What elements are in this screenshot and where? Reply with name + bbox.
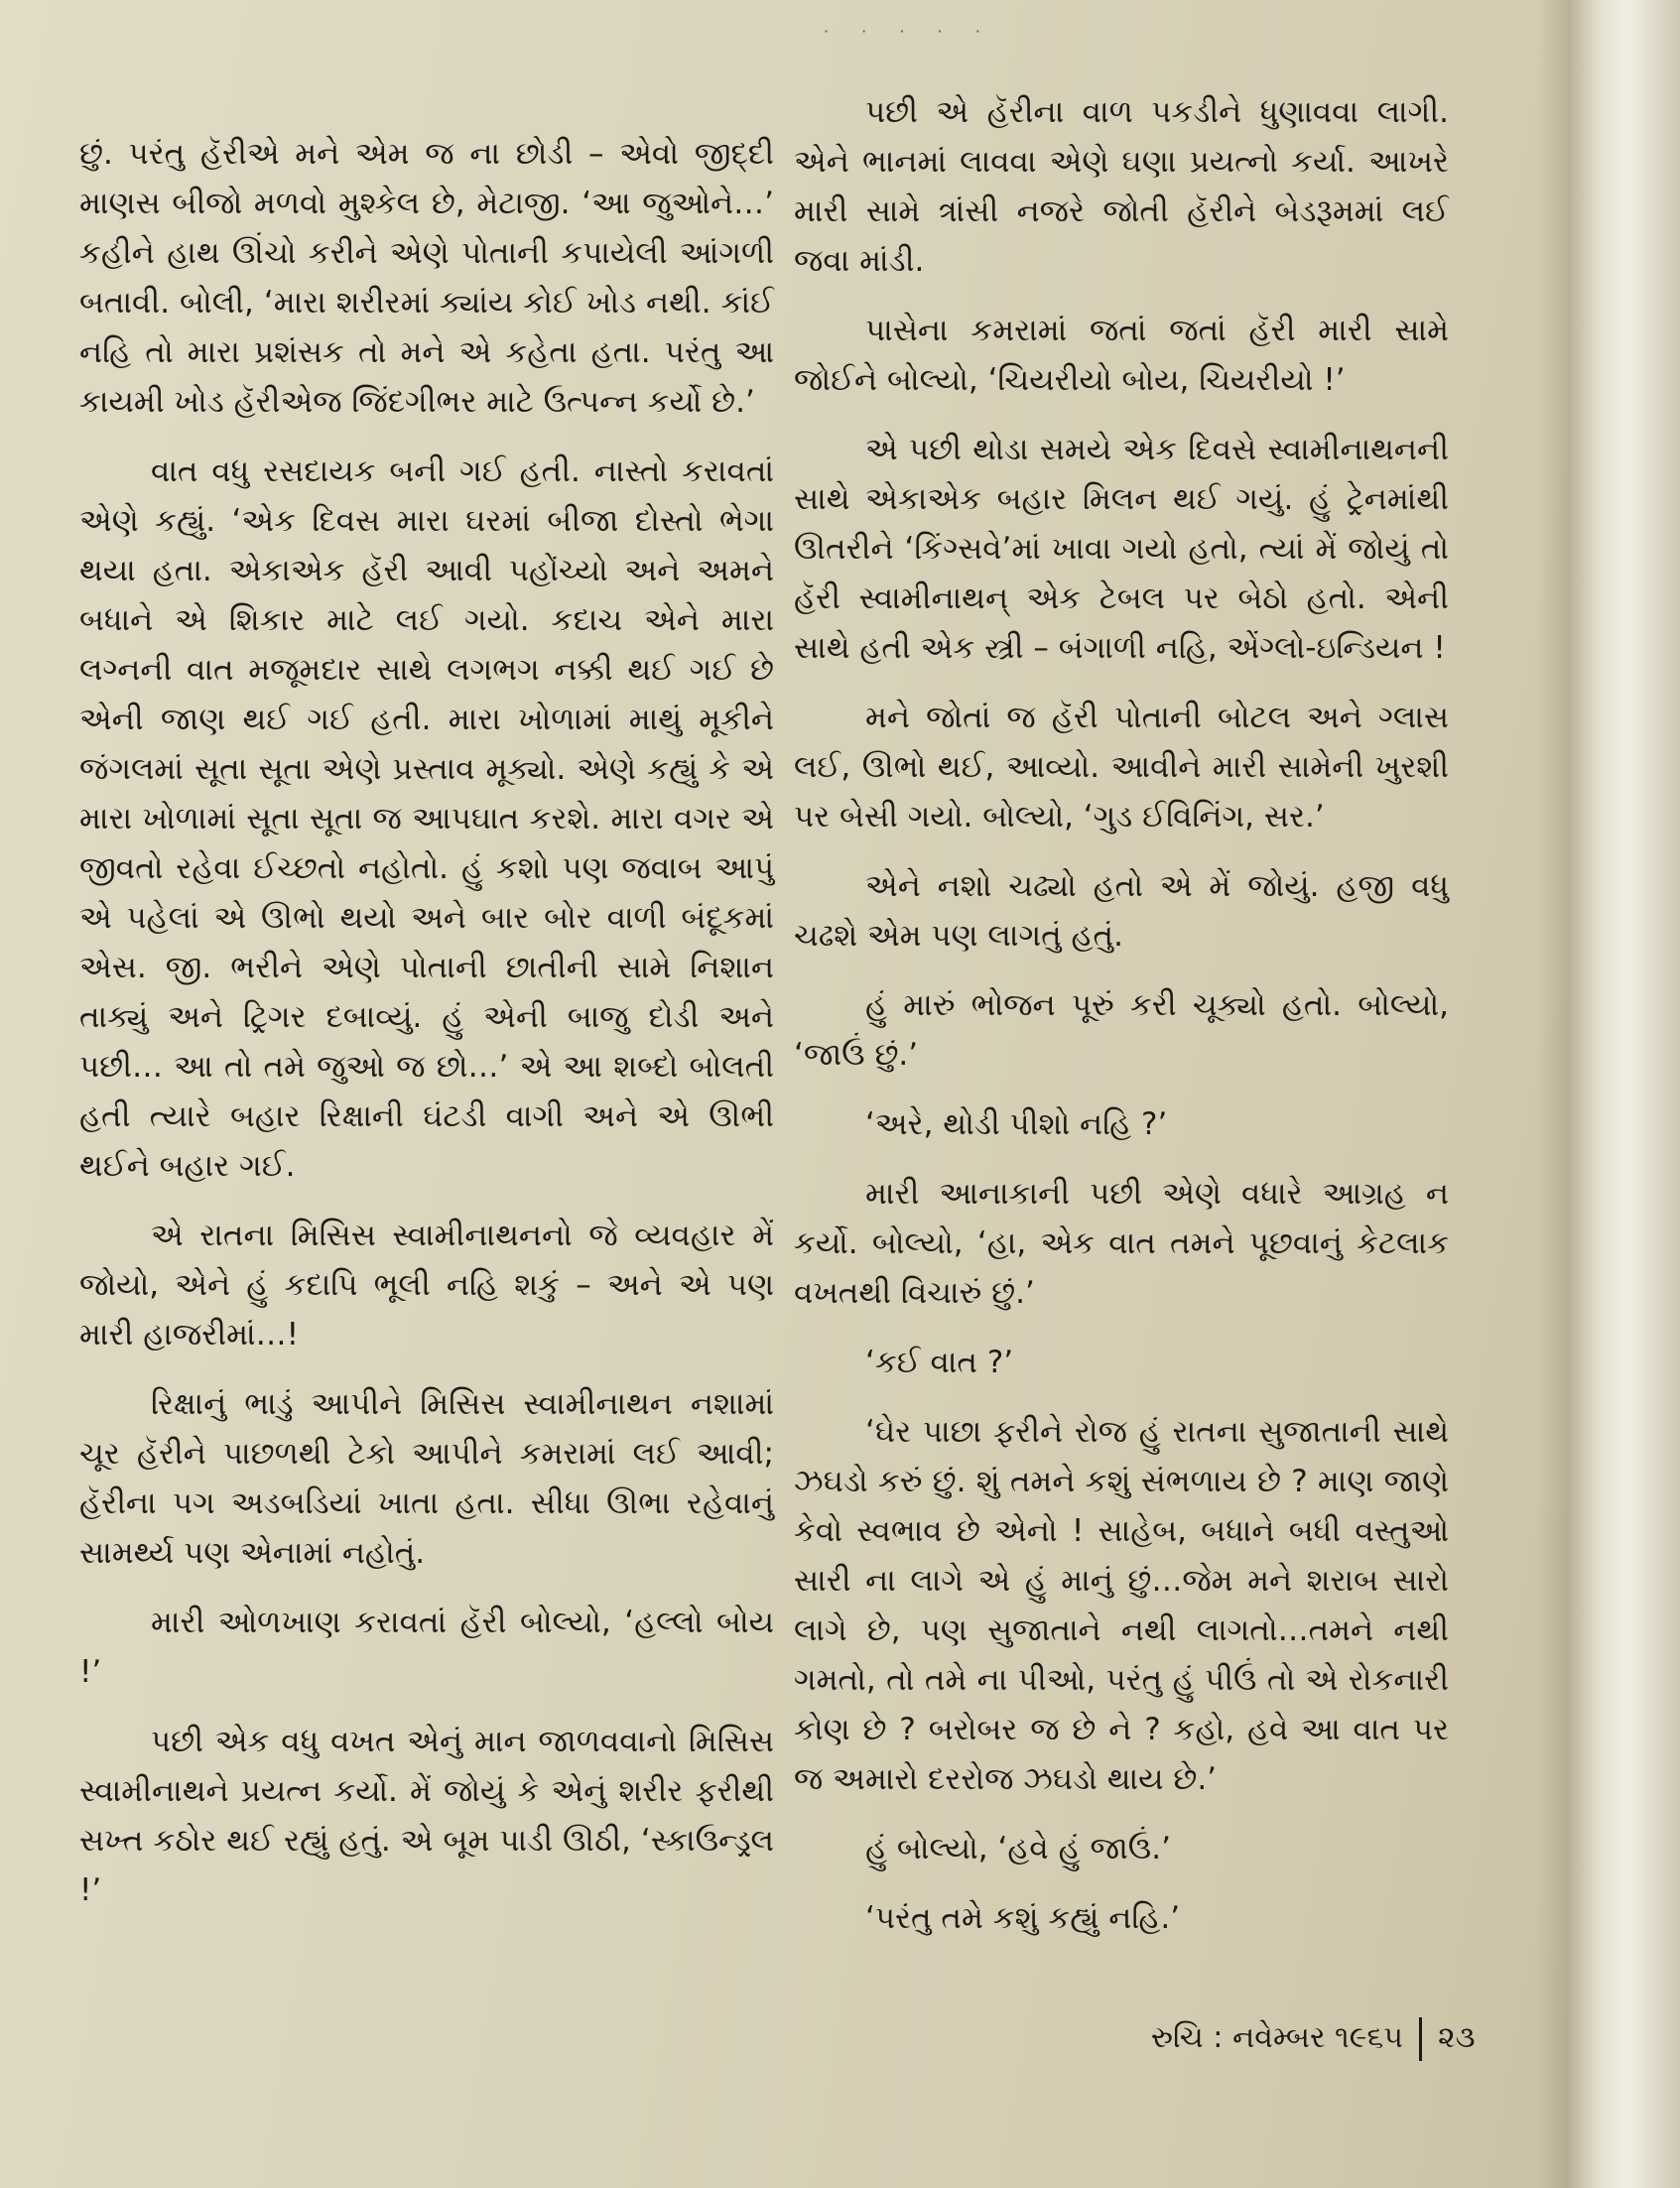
paragraph: હું બોલ્યો, ‘હવે હું જાઉં.’ bbox=[865, 1831, 1171, 1866]
paragraph: પછી એ હૅરીના વાળ પકડીને ધુણાવવા લાગી. એને ભાનમાં લાવવા એણે ઘણા પ્રયત્નો કર્યા. આખરે મારી સામે ત્રાંસી નજરે જોતી હૅરીને બેડરૂમમાં લઈ જવા માંડી. bbox=[794, 94, 1449, 279]
paragraph: મારી ઓળખાણ કરાવતાં હૅરી બોલ્યો, ‘હલ્લો બોય !’ bbox=[79, 1605, 774, 1690]
print-specks: · · · · · bbox=[824, 22, 994, 41]
paragraph: ‘કઈ વાત ?’ bbox=[865, 1345, 1014, 1380]
right-text-column bbox=[794, 87, 1449, 1963]
paragraph: એ પછી થોડા સમયે એક દિવસે સ્વામીનાથનની સાથે એકાએક બહાર મિલન થઈ ગયું. હું ટ્રેનમાંથી ઊતરીને ‘કિંગ્સવે’માં ખાવા ગયો હતો, ત્યાં મેં જોયું તો હૅરી સ્વામીનાથન્ એક ટેબલ પર બેઠો હતો. એની સાથે હતી એક સ્ત્રી – બંગાળી નહિ, એંગ્લો-ઇન્ડિયન ! bbox=[794, 432, 1449, 666]
paragraph: વાત વધુ રસદાયક બની ગઈ હતી. નાસ્તો કરાવતાં એણે કહ્યું. ‘એક દિવસ મારા ઘરમાં બીજા દોસ્તો ભેગા થયા હતા. એકાએક હૅરી આવી પહોંચ્યો અને અમને બધાને એ શિકાર માટે લઈ ગયો. કદાચ એને મારા લગ્નની વાત મજૂમદાર સાથે લગભગ નક્કી થઈ ગઈ છે એની જાણ થઈ ગઈ હતી. મારા ખોળામાં માથું મૂકીને જંગલમાં સૂતા સૂતા એણે પ્રસ્તાવ મૂક્યો. એણે કહ્યું કે એ મારા ખોળામાં સૂતા સૂતા જ આપઘાત કરશે. મારા વગર એ જીવતો રહેવા ઈચ્છતો નહોતો. હું કશો પણ જવાબ આપું એ પહેલાં એ ઊભો થયો અને બાર બોર વાળી બંદૂકમાં એસ. જી. ભરીને એણે પોતાની છાતીની સામે નિશાન તાક્યું અને ટ્રિગર દબાવ્યું. હું એની બાજુ દોડી અને પછી… આ તો તમે જુઓ જ છો…’ એ આ શબ્દો બોલતી હતી ત્યારે બહાર રિક્ષાની ઘંટડી વાગી અને એ ઊભી થઈને બહાર ગઈ. bbox=[79, 453, 774, 1184]
magazine-issue: રુચિ : નવેમ્બર ૧૯૬૫ bbox=[1151, 2020, 1403, 2055]
paragraph: હું મારું ભોજન પૂરું કરી ચૂક્યો હતો. બોલ્યો, ‘જાઉં છું.’ bbox=[794, 987, 1449, 1073]
paragraph: એ રાતના મિસિસ સ્વામીનાથનનો જે વ્યવહાર મેં જોયો, એને હું કદાપિ ભૂલી નહિ શકું – અને એ પણ મારી હાજરીમાં…! bbox=[79, 1218, 774, 1352]
paragraph: પાસેના કમરામાં જતાં જતાં હૅરી મારી સામે જોઈને બોલ્યો, ‘ચિયરીયો બોય, ચિયરીયો !’ bbox=[794, 313, 1449, 398]
page-footer bbox=[1151, 2014, 1508, 2062]
paragraph: ‘અરે, થોડી પીશો નહિ ?’ bbox=[865, 1106, 1168, 1142]
page-number: ૨૩ bbox=[1438, 2020, 1476, 2055]
left-text-column bbox=[79, 129, 774, 1935]
footer-divider bbox=[1419, 2017, 1422, 2061]
paragraph: પછી એક વધુ વખત એનું માન જાળવવાનો મિસિસ સ્વામીનાથને પ્રયત્ન કર્યો. મેં જોયું કે એનું શરીર ફરીથી સખ્ત કઠોર થઈ રહ્યું હતું. એ બૂમ પાડી ઊઠી, ‘સ્કાઉન્ડ્રલ !’ bbox=[79, 1724, 774, 1908]
paragraph: છું. પરંતુ હૅરીએ મને એમ જ ના છોડી – એવો જીદ્દી માણસ બીજો મળવો મુશ્કેલ છે, મેટાજી. ‘આ જુઓને…’ કહીને હાથ ઊંચો કરીને એણે પોતાની કપાયેલી આંગળી બતાવી. બોલી, ‘મારા શરીરમાં ક્યાંય કોઈ ખોડ નથી. કાંઈ નહિ તો મારા પ્રશંસક તો મને એ કહેતા હતા. પરંતુ આ કાયમી ખોડ હૅરીએજ જિંદગીભર માટે ઉત્પન્ન કર્યો છે.’ bbox=[79, 136, 774, 420]
paragraph: ‘પરંતુ તમે કશું કહ્યું નહિ.’ bbox=[865, 1900, 1181, 1936]
paragraph: ‘ઘેર પાછા ફરીને રોજ હું રાતના સુજાતાની સાથે ઝઘડો કરું છું. શું તમને કશું સંભળાય છે ? માણ જાણે કેવો સ્વભાવ છે એનો ! સાહેબ, બધાને બધી વસ્તુઓ સારી ના લાગે એ હું માનું છું…જેમ મને શરાબ સારો લાગે છે, પણ સુજાતાને નથી લાગતો…તમને નથી ગમતો, તો તમે ના પીઓ, પરંતુ હું પીઉં તો એ રોકનારી કોણ છે ? બરોબર જ છે ને ? કહો, હવે આ વાત પર જ અમારો દરરોજ ઝઘડો થાય છે.’ bbox=[794, 1414, 1449, 1797]
paragraph: મારી આનાકાની પછી એણે વધારે આગ્રહ ન કર્યો. બોલ્યો, ‘હા, એક વાત તમને પૂછવાનું કેટલાક વખતથી વિચારું છું.’ bbox=[794, 1176, 1449, 1311]
paragraph: એને નશો ચઢ્યો હતો એ મેં જોયું. હજી વધુ ચઢશે એમ પણ લાગતું હતું. bbox=[794, 868, 1449, 954]
page-edge bbox=[1568, 0, 1680, 2188]
paragraph: મને જોતાં જ હૅરી પોતાની બોટલ અને ગ્લાસ લઈ, ઊભો થઈ, આવ્યો. આવીને મારી સામેની ખુરશી પર બેસી ગયો. બોલ્યો, ‘ગુડ ઈવિનિંગ, સર.’ bbox=[794, 700, 1449, 835]
paragraph: રિક્ષાનું ભાડું આપીને મિસિસ સ્વામીનાથન નશામાં ચૂર હૅરીને પાછળથી ટેકો આપીને કમરામાં લઈ આવી; હૅરીના પગ અડબડિયાં ખાતા હતા. સીધા ઊભા રહેવાનું સામર્થ્ય પણ એનામાં નહોતું. bbox=[79, 1386, 774, 1571]
